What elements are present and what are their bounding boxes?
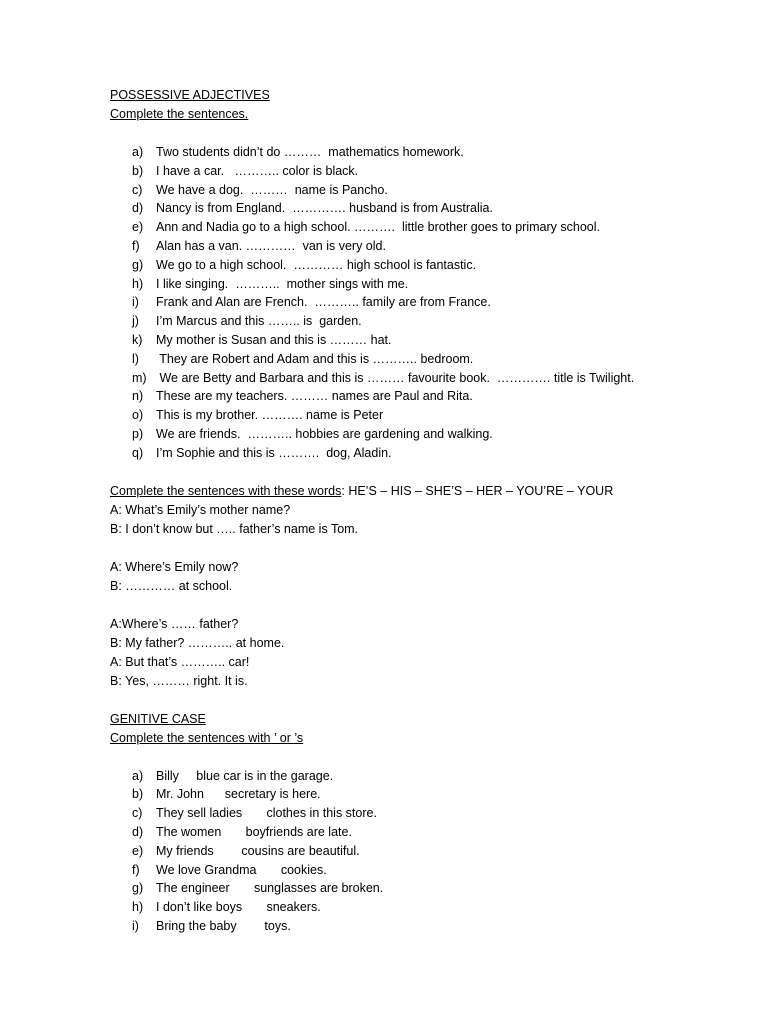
item-letter: a)	[132, 768, 144, 783]
item-letter: c)	[132, 806, 143, 821]
list-item	[110, 143, 730, 162]
item-letter: i)	[132, 918, 139, 933]
item-sentence: The engineer sunglasses are broken.	[156, 881, 384, 896]
list-item	[110, 804, 730, 823]
item-letter: f)	[132, 238, 140, 253]
section-title-possessive-adjectives: POSSESSIVE ADJECTIVES	[110, 88, 270, 102]
list-item	[110, 350, 730, 369]
spacer	[110, 463, 730, 482]
item-letter: h)	[132, 276, 144, 291]
item-sentence: I’m Marcus and this …….. is garden.	[156, 314, 362, 329]
list-item	[110, 275, 730, 294]
list-item	[110, 256, 730, 275]
item-sentence: We are Betty and Barbara and this is ……… favourite book. …………. title is Twilight.	[156, 370, 635, 385]
item-sentence: They sell ladies clothes in this store.	[156, 806, 377, 821]
dialog-line: B: My father? ……….. at home.	[110, 635, 285, 650]
item-letter: f)	[132, 862, 140, 877]
dialog-line: A: But that’s ……….. car!	[110, 654, 250, 669]
list-item	[110, 387, 730, 406]
dialog-line: B: Yes, ……… right. It is.	[110, 673, 248, 688]
item-sentence: Mr. John secretary is here.	[156, 787, 321, 802]
item-letter: n)	[132, 389, 144, 404]
list-item	[110, 237, 730, 256]
possessive-exercise-list	[110, 143, 730, 463]
item-sentence: We have a dog. ……… name is Pancho.	[156, 182, 388, 197]
item-letter: i)	[132, 295, 139, 310]
dialog-exercise	[110, 501, 730, 691]
item-letter: j)	[132, 314, 139, 329]
worksheet-page	[110, 86, 730, 936]
spacer	[110, 748, 730, 767]
list-item	[110, 312, 730, 331]
item-sentence: They are Robert and Adam and this is ……….. bedroom.	[156, 351, 474, 366]
item-sentence: I don’t like boys sneakers.	[156, 900, 321, 915]
item-sentence: My mother is Susan and this is ……… hat.	[156, 332, 392, 347]
section-instruction-words	[110, 482, 730, 501]
item-letter: p)	[132, 426, 144, 441]
item-sentence: My friends cousins are beautiful.	[156, 843, 360, 858]
item-sentence: Billy blue car is in the garage.	[156, 768, 334, 783]
item-letter: d)	[132, 201, 144, 216]
item-letter: g)	[132, 881, 144, 896]
list-item	[110, 444, 730, 463]
item-sentence: I’m Sophie and this is ………. dog, Aladin.	[156, 445, 392, 460]
instruction-prefix: Complete the sentences with these words	[110, 483, 342, 498]
item-letter: e)	[132, 220, 144, 235]
list-item	[110, 199, 730, 218]
list-item	[110, 861, 730, 880]
list-item	[110, 331, 730, 350]
item-letter: e)	[132, 843, 144, 858]
list-item	[110, 767, 730, 786]
list-item	[110, 842, 730, 861]
item-sentence: We are friends. ……….. hobbies are gardening and walking.	[156, 426, 493, 441]
item-sentence: Alan has a van. ………… van is very old.	[156, 238, 386, 253]
list-item	[110, 162, 730, 181]
list-item	[110, 369, 730, 388]
list-item	[110, 823, 730, 842]
list-item	[110, 879, 730, 898]
item-sentence: These are my teachers. ……… names are Paul and Rita.	[156, 389, 473, 404]
item-letter: k)	[132, 332, 143, 347]
dialog-line: B: ………… at school.	[110, 578, 233, 593]
spacer	[110, 124, 730, 143]
section-title-genitive-case: GENITIVE CASE	[110, 711, 206, 726]
genitive-exercise-list	[110, 767, 730, 936]
item-letter: b)	[132, 163, 144, 178]
item-letter: c)	[132, 182, 143, 197]
list-item	[110, 406, 730, 425]
item-letter: b)	[132, 787, 144, 802]
item-sentence: This is my brother. ………. name is Peter	[156, 408, 384, 423]
spacer	[110, 539, 730, 558]
item-sentence: Bring the baby toys.	[156, 918, 291, 933]
item-sentence: I like singing. ……….. mother sings with me.	[156, 276, 409, 291]
list-item	[110, 917, 730, 936]
dialog-line: A:Where’s …… father?	[110, 616, 239, 631]
list-item	[110, 425, 730, 444]
item-letter: a)	[132, 145, 144, 159]
item-sentence: I have a car. ……….. color is black.	[156, 163, 359, 178]
item-sentence: We go to a high school. ………… high school is fantastic.	[156, 257, 477, 272]
list-item	[110, 293, 730, 312]
dialog-line: A: Where’s Emily now?	[110, 559, 239, 574]
item-sentence: The women boyfriends are late.	[156, 824, 352, 839]
instruction-word-bank: : HE’S – HIS – SHE’S – HER – YOU’RE – YOUR	[341, 483, 614, 498]
item-sentence: Frank and Alan are French. ……….. family are from France.	[156, 295, 491, 310]
section-instruction-complete: Complete the sentences.	[110, 107, 249, 121]
item-letter: l)	[132, 351, 139, 366]
item-sentence: Nancy is from England. …………. husband is from Australia.	[156, 201, 493, 216]
list-item	[110, 898, 730, 917]
item-sentence: Ann and Nadia go to a high school. ………. little brother goes to primary school.	[156, 220, 600, 235]
item-sentence: We love Grandma cookies.	[156, 862, 327, 877]
item-letter: d)	[132, 824, 144, 839]
list-item	[110, 181, 730, 200]
item-letter: h)	[132, 900, 144, 915]
list-item	[110, 218, 730, 237]
section-instruction-genitive: Complete the sentences with ’ or ’s	[110, 730, 304, 745]
spacer	[110, 596, 730, 615]
item-letter: m)	[132, 370, 147, 385]
list-item	[110, 785, 730, 804]
item-letter: o)	[132, 408, 144, 423]
dialog-line: B: I don’t know but ….. father’s name is Tom.	[110, 521, 359, 536]
item-letter: g)	[132, 257, 144, 272]
spacer	[110, 691, 730, 710]
item-sentence: Two students didn’t do ……… mathematics homework.	[156, 145, 464, 159]
item-letter: q)	[132, 445, 144, 460]
dialog-line: A: What’s Emily’s mother name?	[110, 502, 291, 517]
